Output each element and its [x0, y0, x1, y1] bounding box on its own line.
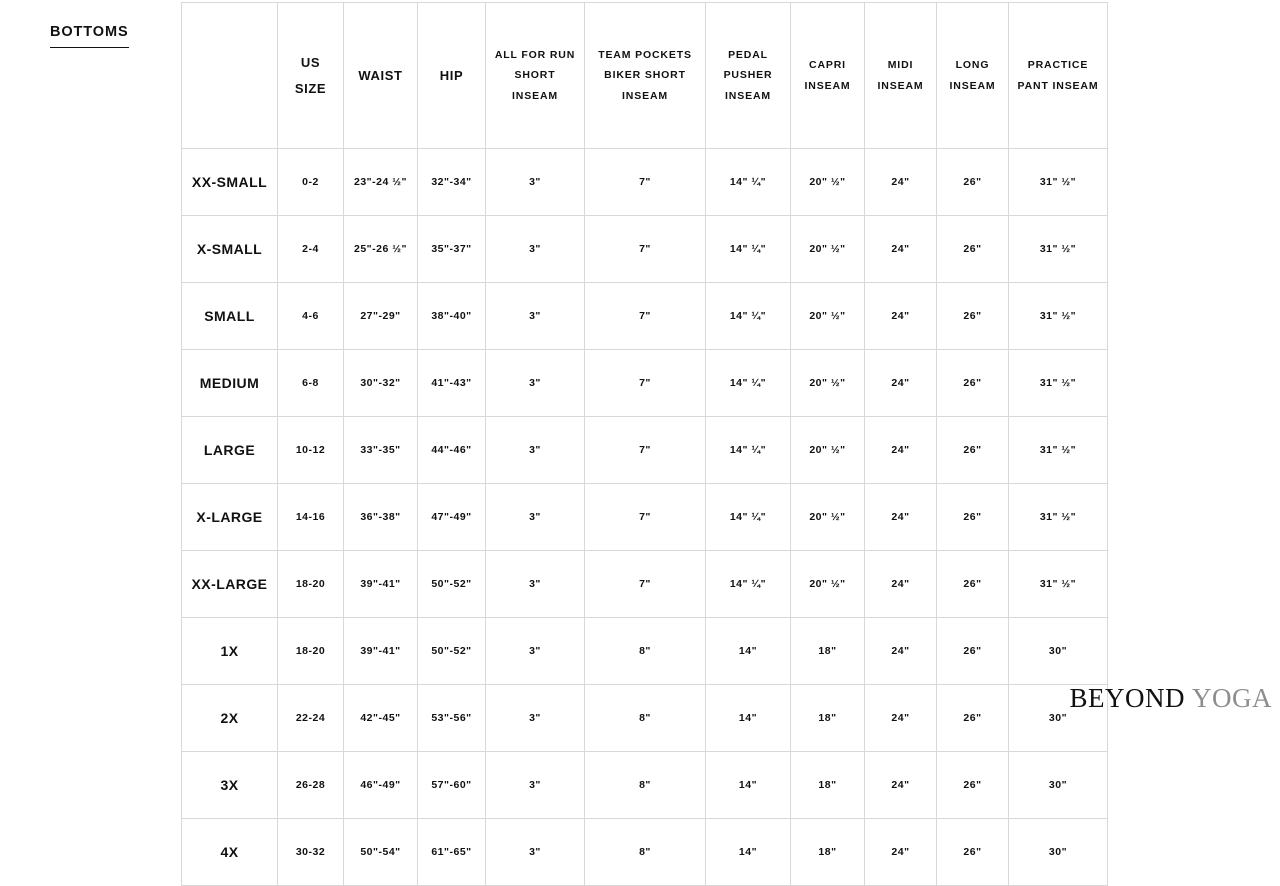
cell-us-size: 14-16 — [278, 484, 344, 551]
cell-capri-inseam: 20" ½" — [791, 149, 865, 216]
cell-all-for-run-short-inseam: 3" — [486, 551, 585, 618]
cell-all-for-run-short-inseam: 3" — [486, 216, 585, 283]
cell-team-pockets-biker-short-inseam: 7" — [585, 484, 706, 551]
cell-waist: 30"-32" — [344, 350, 418, 417]
brand-logo-secondary: YOGA — [1192, 683, 1272, 713]
row-label: 4X — [182, 819, 278, 886]
cell-all-for-run-short-inseam: 3" — [486, 149, 585, 216]
cell-practice-pant-inseam: 31" ½" — [1009, 484, 1108, 551]
cell-capri-inseam: 18" — [791, 618, 865, 685]
cell-all-for-run-short-inseam: 3" — [486, 350, 585, 417]
cell-us-size: 18-20 — [278, 618, 344, 685]
cell-hip: 35"-37" — [418, 216, 486, 283]
table-header-cell-midi-inseam: MIDI INSEAM — [865, 3, 937, 149]
cell-us-size: 10-12 — [278, 417, 344, 484]
cell-capri-inseam: 20" ½" — [791, 350, 865, 417]
table-row — [182, 819, 1108, 886]
cell-practice-pant-inseam: 30" — [1009, 685, 1108, 752]
cell-us-size: 4-6 — [278, 283, 344, 350]
cell-midi-inseam: 24" — [865, 350, 937, 417]
cell-waist: 25"-26 ½" — [344, 216, 418, 283]
table-header-row — [182, 3, 1108, 149]
cell-waist: 50"-54" — [344, 819, 418, 886]
cell-team-pockets-biker-short-inseam: 7" — [585, 350, 706, 417]
cell-pedal-pusher-inseam: 14" — [706, 685, 791, 752]
row-label: X-LARGE — [182, 484, 278, 551]
cell-us-size: 2-4 — [278, 216, 344, 283]
cell-midi-inseam: 24" — [865, 685, 937, 752]
cell-hip: 41"-43" — [418, 350, 486, 417]
row-label: 2X — [182, 685, 278, 752]
cell-team-pockets-biker-short-inseam: 8" — [585, 685, 706, 752]
cell-team-pockets-biker-short-inseam: 7" — [585, 283, 706, 350]
cell-midi-inseam: 24" — [865, 551, 937, 618]
cell-practice-pant-inseam: 31" ½" — [1009, 149, 1108, 216]
cell-us-size: 0-2 — [278, 149, 344, 216]
brand-logo — [1070, 683, 1273, 714]
cell-practice-pant-inseam: 30" — [1009, 618, 1108, 685]
cell-hip: 32"-34" — [418, 149, 486, 216]
cell-long-inseam: 26" — [937, 216, 1009, 283]
cell-long-inseam: 26" — [937, 752, 1009, 819]
cell-hip: 47"-49" — [418, 484, 486, 551]
cell-all-for-run-short-inseam: 3" — [486, 417, 585, 484]
cell-us-size: 18-20 — [278, 551, 344, 618]
cell-hip: 50"-52" — [418, 551, 486, 618]
cell-all-for-run-short-inseam: 3" — [486, 618, 585, 685]
cell-all-for-run-short-inseam: 3" — [486, 484, 585, 551]
cell-hip: 61"-65" — [418, 819, 486, 886]
cell-waist: 39"-41" — [344, 551, 418, 618]
table-row — [182, 752, 1108, 819]
cell-pedal-pusher-inseam: 14" ¼" — [706, 350, 791, 417]
cell-hip: 57"-60" — [418, 752, 486, 819]
row-label: SMALL — [182, 283, 278, 350]
cell-waist: 42"-45" — [344, 685, 418, 752]
cell-team-pockets-biker-short-inseam: 8" — [585, 819, 706, 886]
cell-waist: 46"-49" — [344, 752, 418, 819]
cell-us-size: 6-8 — [278, 350, 344, 417]
table-header-cell-practice-pant-inseam: PRACTICE PANT INSEAM — [1009, 3, 1108, 149]
table-row — [182, 685, 1108, 752]
table-row — [182, 149, 1108, 216]
row-label: MEDIUM — [182, 350, 278, 417]
table-header-cell-team-pockets-biker-short-inseam: TEAM POCKETS BIKER SHORT INSEAM — [585, 3, 706, 149]
cell-capri-inseam: 20" ½" — [791, 417, 865, 484]
cell-team-pockets-biker-short-inseam: 8" — [585, 618, 706, 685]
table-header-cell-hip: HIP — [418, 3, 486, 149]
cell-practice-pant-inseam: 31" ½" — [1009, 216, 1108, 283]
cell-team-pockets-biker-short-inseam: 7" — [585, 417, 706, 484]
cell-long-inseam: 26" — [937, 819, 1009, 886]
cell-long-inseam: 26" — [937, 350, 1009, 417]
cell-midi-inseam: 24" — [865, 216, 937, 283]
page-title: BOTTOMS — [50, 24, 129, 48]
cell-capri-inseam: 20" ½" — [791, 216, 865, 283]
table-header — [182, 3, 1108, 149]
cell-hip: 44"-46" — [418, 417, 486, 484]
cell-midi-inseam: 24" — [865, 484, 937, 551]
cell-practice-pant-inseam: 31" ½" — [1009, 283, 1108, 350]
cell-practice-pant-inseam: 31" ½" — [1009, 551, 1108, 618]
row-label: XX-LARGE — [182, 551, 278, 618]
cell-hip: 53"-56" — [418, 685, 486, 752]
cell-capri-inseam: 18" — [791, 752, 865, 819]
table-header-cell-size-label — [182, 3, 278, 149]
cell-us-size: 30-32 — [278, 819, 344, 886]
cell-capri-inseam: 18" — [791, 819, 865, 886]
table-row — [182, 216, 1108, 283]
table-row — [182, 283, 1108, 350]
cell-pedal-pusher-inseam: 14" — [706, 752, 791, 819]
cell-pedal-pusher-inseam: 14" ¼" — [706, 216, 791, 283]
table-header-cell-capri-inseam: CAPRI INSEAM — [791, 3, 865, 149]
row-label: 1X — [182, 618, 278, 685]
cell-us-size: 22-24 — [278, 685, 344, 752]
brand-logo-primary: BEYOND — [1069, 683, 1185, 713]
cell-capri-inseam: 20" ½" — [791, 484, 865, 551]
table-body — [182, 149, 1108, 886]
cell-team-pockets-biker-short-inseam: 7" — [585, 216, 706, 283]
cell-midi-inseam: 24" — [865, 417, 937, 484]
cell-long-inseam: 26" — [937, 149, 1009, 216]
cell-practice-pant-inseam: 31" ½" — [1009, 350, 1108, 417]
cell-practice-pant-inseam: 30" — [1009, 819, 1108, 886]
cell-waist: 39"-41" — [344, 618, 418, 685]
table-header-cell-long-inseam: LONG INSEAM — [937, 3, 1009, 149]
cell-midi-inseam: 24" — [865, 752, 937, 819]
cell-long-inseam: 26" — [937, 283, 1009, 350]
cell-hip: 50"-52" — [418, 618, 486, 685]
cell-pedal-pusher-inseam: 14" ¼" — [706, 417, 791, 484]
cell-team-pockets-biker-short-inseam: 8" — [585, 752, 706, 819]
cell-waist: 27"-29" — [344, 283, 418, 350]
cell-all-for-run-short-inseam: 3" — [486, 819, 585, 886]
cell-pedal-pusher-inseam: 14" ¼" — [706, 551, 791, 618]
size-chart-table — [181, 2, 1108, 886]
cell-capri-inseam: 20" ½" — [791, 551, 865, 618]
cell-practice-pant-inseam: 31" ½" — [1009, 417, 1108, 484]
table-row — [182, 551, 1108, 618]
cell-long-inseam: 26" — [937, 551, 1009, 618]
cell-pedal-pusher-inseam: 14" — [706, 618, 791, 685]
cell-team-pockets-biker-short-inseam: 7" — [585, 149, 706, 216]
table-header-cell-pedal-pusher-inseam: PEDAL PUSHER INSEAM — [706, 3, 791, 149]
cell-pedal-pusher-inseam: 14" ¼" — [706, 283, 791, 350]
cell-midi-inseam: 24" — [865, 618, 937, 685]
table-row — [182, 350, 1108, 417]
cell-hip: 38"-40" — [418, 283, 486, 350]
table-header-cell-waist: WAIST — [344, 3, 418, 149]
cell-pedal-pusher-inseam: 14" — [706, 819, 791, 886]
cell-all-for-run-short-inseam: 3" — [486, 752, 585, 819]
table-header-cell-us-size: US SIZE — [278, 3, 344, 149]
cell-capri-inseam: 18" — [791, 685, 865, 752]
cell-waist: 23"-24 ½" — [344, 149, 418, 216]
cell-practice-pant-inseam: 30" — [1009, 752, 1108, 819]
size-chart-table-wrapper — [181, 2, 1101, 886]
row-label: XX-SMALL — [182, 149, 278, 216]
cell-team-pockets-biker-short-inseam: 7" — [585, 551, 706, 618]
cell-long-inseam: 26" — [937, 484, 1009, 551]
row-label: 3X — [182, 752, 278, 819]
cell-pedal-pusher-inseam: 14" ¼" — [706, 149, 791, 216]
cell-capri-inseam: 20" ½" — [791, 283, 865, 350]
cell-midi-inseam: 24" — [865, 283, 937, 350]
row-label: X-SMALL — [182, 216, 278, 283]
cell-long-inseam: 26" — [937, 618, 1009, 685]
cell-waist: 36"-38" — [344, 484, 418, 551]
cell-midi-inseam: 24" — [865, 149, 937, 216]
cell-all-for-run-short-inseam: 3" — [486, 283, 585, 350]
table-row — [182, 417, 1108, 484]
cell-long-inseam: 26" — [937, 417, 1009, 484]
row-label: LARGE — [182, 417, 278, 484]
cell-all-for-run-short-inseam: 3" — [486, 685, 585, 752]
cell-us-size: 26-28 — [278, 752, 344, 819]
cell-waist: 33"-35" — [344, 417, 418, 484]
cell-pedal-pusher-inseam: 14" ¼" — [706, 484, 791, 551]
cell-long-inseam: 26" — [937, 685, 1009, 752]
table-row — [182, 484, 1108, 551]
table-row — [182, 618, 1108, 685]
table-header-cell-all-for-run-short-inseam: ALL FOR RUN SHORT INSEAM — [486, 3, 585, 149]
cell-midi-inseam: 24" — [865, 819, 937, 886]
